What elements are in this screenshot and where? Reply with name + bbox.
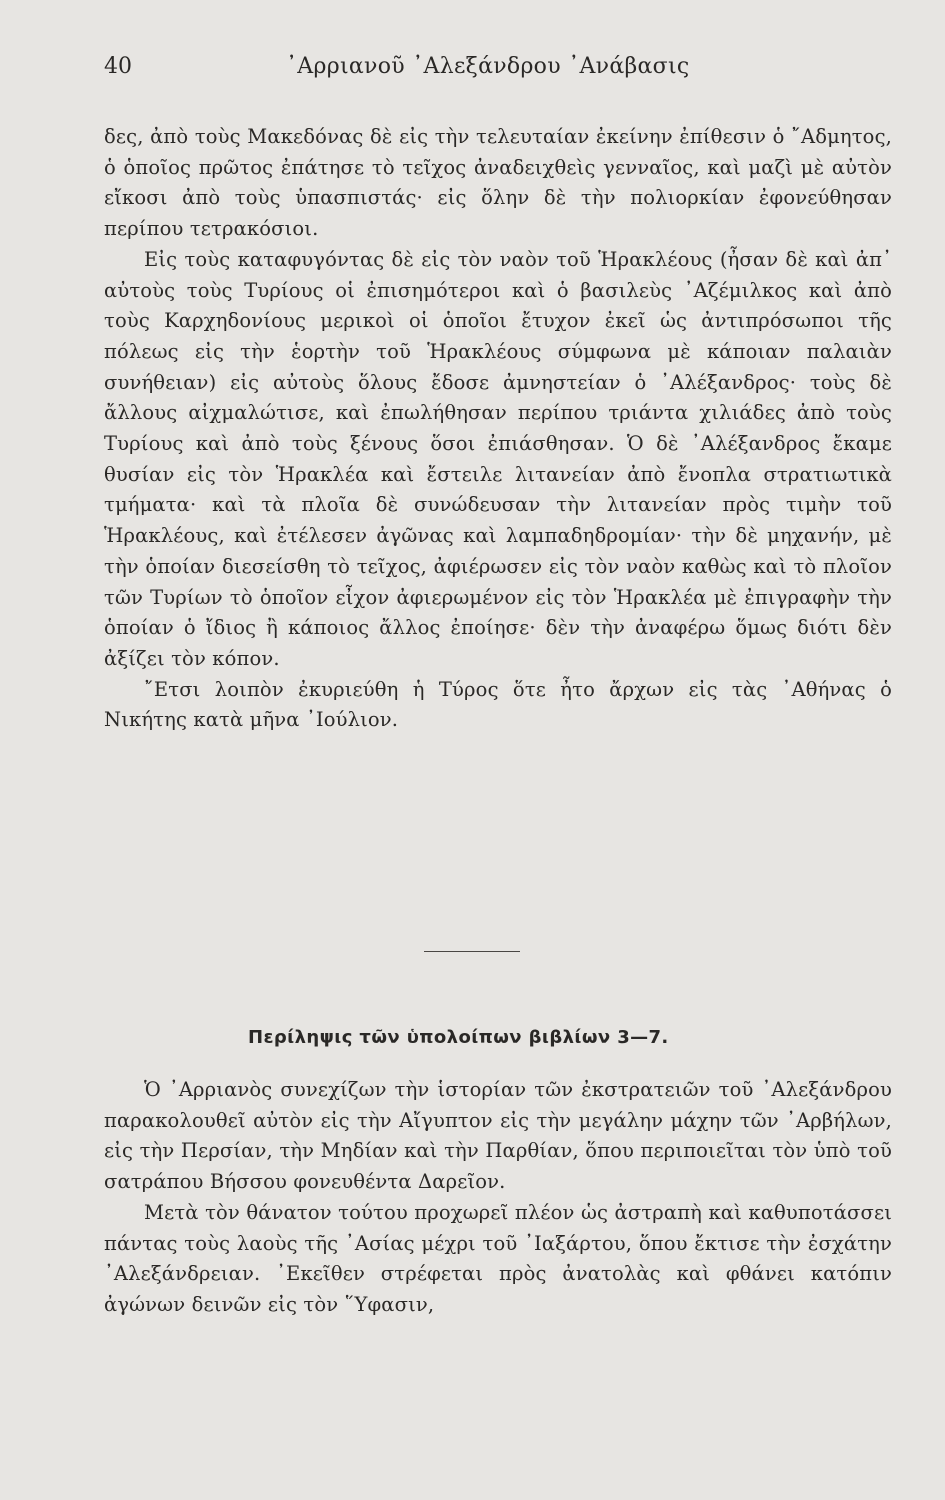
section-divider	[424, 951, 520, 952]
running-title: ᾿Αρριανοῦ ᾿Αλεξάνδρου ᾿Ανάβασις	[286, 54, 690, 79]
page-number: 40	[104, 54, 132, 79]
paragraph-temple-of-heracles: Εἰς τοὺς καταφυγόντας δὲ εἰς τὸν ναὸν τοῦ Ἡρακλέους (ἦσαν δὲ καὶ ἀπ᾿ αὐτοὺς τοὺς Τυρίους οἱ ἐπισημότεροι καὶ ὁ βασιλεὺς ᾿Αζέμιλκος καὶ ἀπὸ τοὺς Καρχηδονίους μερικοὶ οἱ ὁποῖοι ἔτυχον ἐκεῖ ὡς ἀντιπρόσωποι τῆς πόλεως εἰς τὴν ἑορτὴν τοῦ Ἡρακλέους σύμφωνα μὲ κάποιαν παλαιὰν συνήθειαν) εἰς αὐτοὺς ὅλους ἔδοσε ἀμνηστείαν ὁ ᾿Αλέξανδρος· τοὺς δὲ ἄλλους αἰχμαλώτισε, καὶ ἐπωλήθησαν περίπου τριάντα χιλιάδες ἀπὸ τοὺς Τυρίους καὶ ἀπὸ τοὺς ξένους ὅσοι ἐπιάσθησαν. Ὁ δὲ ᾿Αλέξανδρος ἔκαμε θυσίαν εἰς τὸν Ἡρακλέα καὶ ἔστειλε λιτανείαν ἀπὸ ἔνοπλα στρατιωτικὰ τμήματα· καὶ τὰ πλοῖα δὲ συνώδευσαν τὴν λιτανείαν πρὸς τιμὴν τοῦ Ἡρακλέους, καὶ ἐτέλεσεν ἀγῶνας καὶ λαμπαδηδρομίαν· τὴν δὲ μηχανήν, μὲ τὴν ὁποίαν διεσείσθη τὸ τεῖχος, ἀφιέρωσεν εἰς τὸν ναὸν καθὼς καὶ τὸ πλοῖον τῶν Τυρίων τὸ ὁποῖον εἶχον ἀφιερωμένον εἰς τὸν Ἡρακλέα μὲ ἐπιγραφὴν τὴν ὁποίαν ὁ ἴδιος ἢ κάποιος ἄλλος ἐποίησε· δὲν τὴν ἀναφέρω ὅμως διότι δὲν ἀξίζει τὸν κόπον.	[104, 247, 892, 670]
summary-text	[104, 1075, 892, 1321]
section-heading: Περίληψις τῶν ὑπολοίπων βιβλίων 3—7.	[248, 1027, 669, 1048]
running-head	[104, 50, 894, 84]
main-text	[104, 122, 892, 736]
paragraph-summary-2: Μετὰ τὸν θάνατον τούτου προχωρεῖ πλέον ὡς ἀστραπὴ καὶ καθυποτάσσει πάντας τοὺς λαοὺς τῆς ᾿Ασίας μέχρι τοῦ ᾿Ιαξάρτου, ὅπου ἔκτισε τὴν ἐσχάτην ᾿Αλεξάνδρειαν. ᾿Εκεῖθεν στρέφεται πρὸς ἀνατολὰς καὶ φθάνει κατόπιν ἀγώνων δεινῶν εἰς τὸν ῞Υφασιν,	[104, 1200, 892, 1316]
paragraph-fall-of-tyre: ῎Ετσι λοιπὸν ἐκυριεύθη ἡ Τύρος ὅτε ἦτο ἄρχων εἰς τὰς ᾿Αθήνας ὁ Νικήτης κατὰ μῆνα ᾿Ιούλιον.	[104, 677, 892, 732]
paragraph-summary-1: Ὁ ᾿Αρριανὸς συνεχίζων τὴν ἱστορίαν τῶν ἐκστρατειῶν τοῦ ᾿Αλεξάνδρου παρακολουθεῖ αὐτὸν εἰς τὴν Αἴγυπτον εἰς τὴν μεγάλην μάχην τῶν ᾿Αρβήλων, εἰς τὴν Περσίαν, τὴν Μηδίαν καὶ τὴν Παρθίαν, ὅπου περιποιεῖται τὸν ὑπὸ τοῦ σατράπου Βήσσου φονευθέντα Δαρεῖον.	[104, 1078, 892, 1194]
paragraph-continuation: δες, ἀπὸ τοὺς Μακεδόνας δὲ εἰς τὴν τελευταίαν ἐκείνην ἐπίθεσιν ὁ ῎Αδμητος, ὁ ὁποῖος πρῶτος ἐπάτησε τὸ τεῖχος ἀναδειχθεὶς γενναῖος, καὶ μαζὶ μὲ αὐτὸν εἴκοσι ἀπὸ τοὺς ὑπασπιστάς· εἰς ὅλην δὲ τὴν πολιορκίαν ἐφονεύθησαν περίπου τετρακόσιοι.	[104, 125, 892, 241]
